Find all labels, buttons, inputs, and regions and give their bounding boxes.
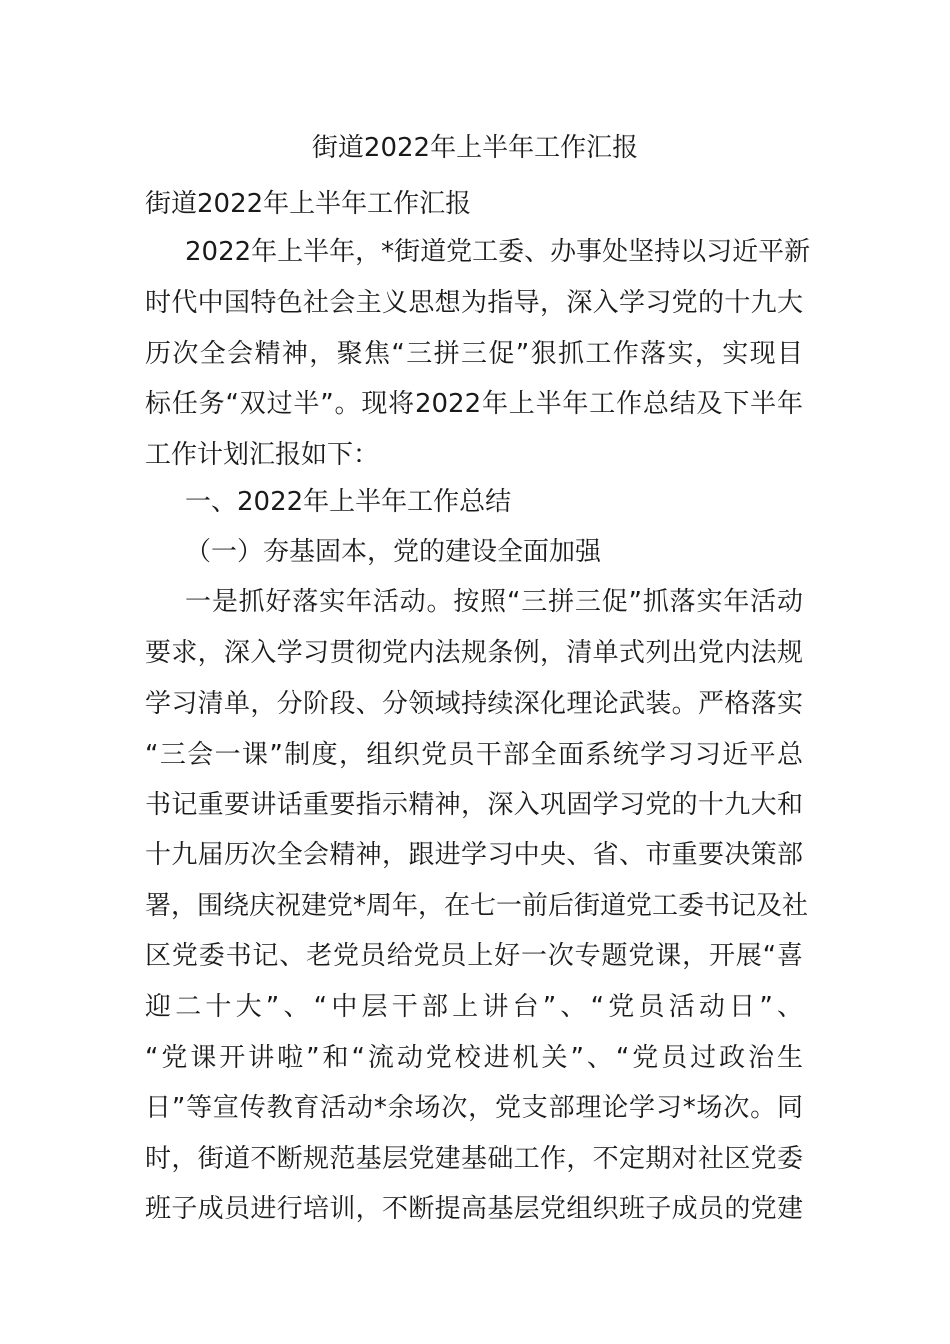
subsection-heading: （一）夯基固本，党的建设全面加强 <box>185 537 602 567</box>
intro-line: 时代中国特色社会主义思想为指导，深入学习党的十九大 <box>145 288 803 318</box>
body-line: 日”等宣传教育活动*余场次，党支部理论学习*场次。同 <box>145 1093 803 1123</box>
document-subtitle: 街道2022年上半年工作汇报 <box>145 189 472 219</box>
document-title: 街道2022年上半年工作汇报 <box>311 133 639 163</box>
body-line: 时，街道不断规范基层党建基础工作，不定期对社区党委 <box>145 1144 803 1174</box>
intro-line: 标任务“双过半”。现将2022年上半年工作总结及下半年 <box>145 389 803 419</box>
body-line: 书记重要讲话重要指示精神，深入巩固学习党的十九大和 <box>145 790 803 820</box>
body-line: 署，围绕庆祝建党*周年，在七一前后街道党工委书记及社 <box>145 891 809 921</box>
intro-line: 工作计划汇报如下： <box>145 440 380 470</box>
body-line: 一是抓好落实年活动。按照“三拼三促”抓落实年活动 <box>185 587 803 617</box>
body-line: 区党委书记、老党员给党员上好一次专题党课，开展“喜 <box>145 941 803 971</box>
body-line: 学习清单，分阶段、分领域持续深化理论武装。严格落实 <box>145 689 803 719</box>
body-line: 班子成员进行培训，不断提高基层党组织班子成员的党建 <box>145 1194 803 1224</box>
body-line: 要求，深入学习贯彻党内法规条例，清单式列出党内法规 <box>145 638 803 668</box>
section-heading: 一、2022年上半年工作总结 <box>185 487 512 517</box>
body-line: “三会一课”制度，组织党员干部全面系统学习习近平总 <box>145 740 803 770</box>
intro-line: 历次全会精神，聚焦“三拼三促”狠抓工作落实，实现目 <box>145 339 803 369</box>
intro-line: 2022年上半年，*街道党工委、办事处坚持以习近平新 <box>185 237 811 267</box>
body-line: 迎二十大”、“中层干部上讲台”、“党员活动日”、 <box>145 992 803 1022</box>
body-line: 十九届历次全会精神，跟进学习中央、省、市重要决策部 <box>145 840 803 870</box>
body-line: “党课开讲啦”和“流动党校进机关”、“党员过政治生 <box>145 1043 803 1073</box>
